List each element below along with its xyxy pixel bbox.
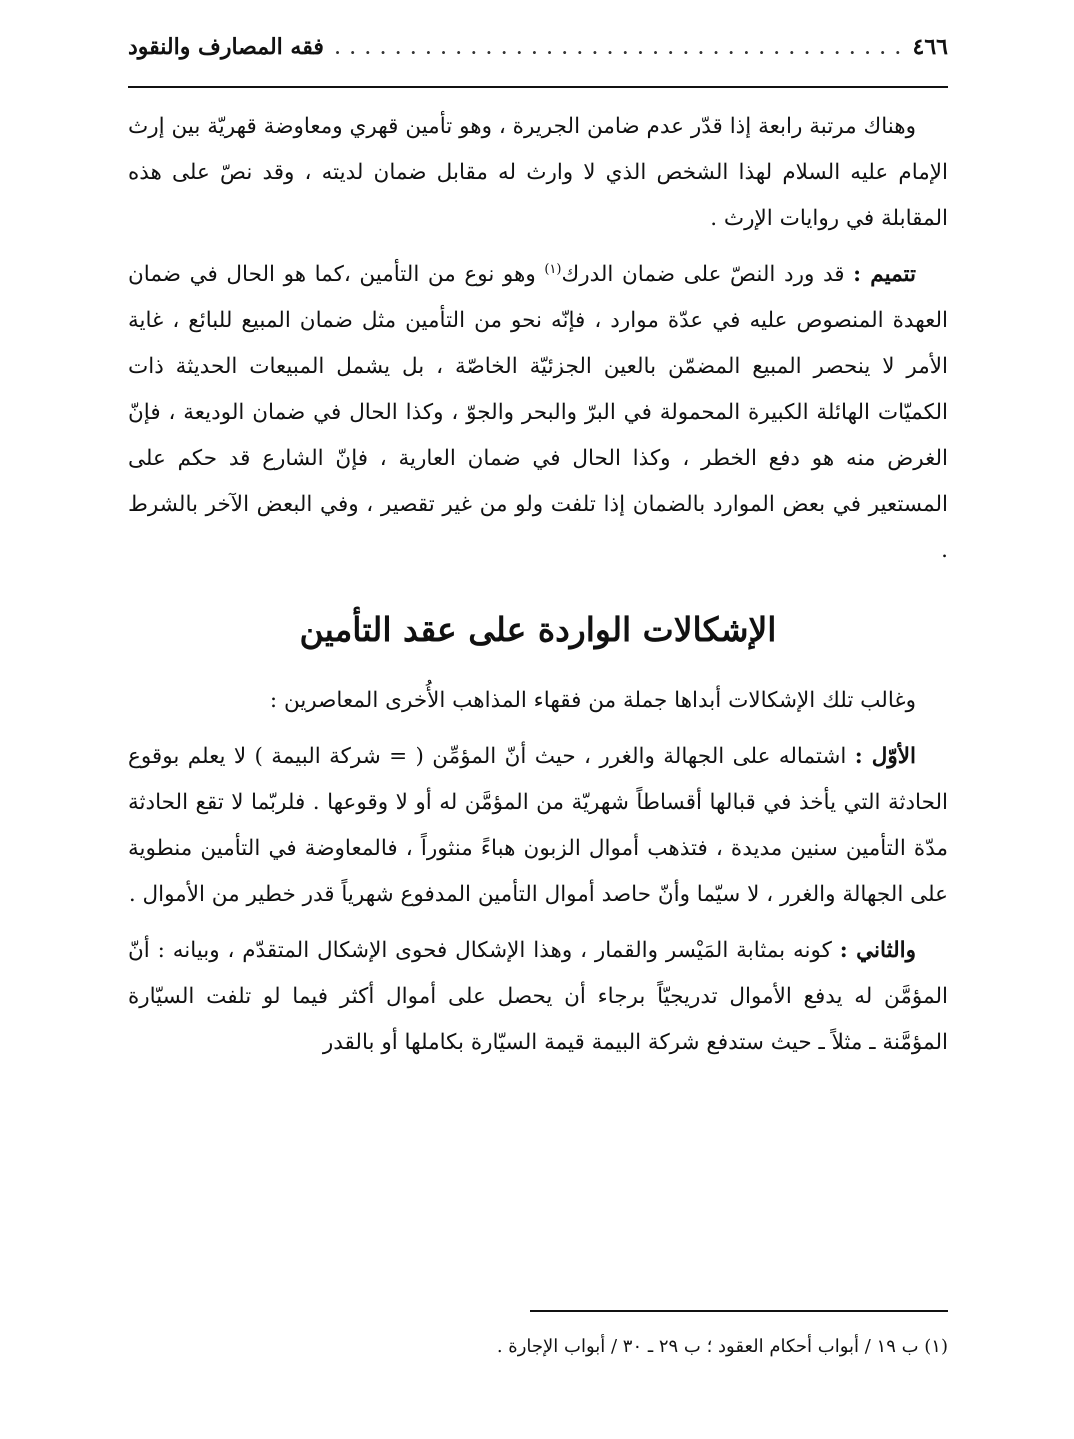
section-heading: الإشكالات الواردة على عقد التأمين [299, 610, 777, 649]
footnote-separator [530, 1310, 948, 1312]
paragraph-lead-tatmim: تتميم : [853, 262, 916, 287]
paragraph-second-objection [128, 928, 948, 1066]
page [128, 34, 948, 1076]
paragraph-tatmim-text-a: قد ورد النصّ على ضمان الدرك [561, 262, 854, 287]
paragraph-tatmim [128, 252, 948, 574]
running-header [128, 34, 948, 88]
paragraph-intro: وغالب تلك الإشكالات أبداها جملة من فقهاء المذاهب الأُخرى المعاصرين : [269, 688, 916, 713]
paragraph-lead-first: الأوّل : [854, 744, 916, 769]
footnote-reference: (١) [544, 261, 562, 277]
paragraph-first-objection [128, 734, 948, 918]
paragraph-lead-second: والثاني : [839, 938, 916, 963]
paragraph-second-text: كونه بمثابة المَيْسر والقمار ، وهذا الإشكال فحوى الإشكال المتقدّم ، وبيانه : أنّ المؤمَّن له يدفع الأموال تدريجيّاً برجاء أن يحصل على أموال أكثر فيما لو تلفت السيّارة المؤمَّنة ـ مثلاً ـ حيث ستدفع شركة البيمة قيمة السيّارة بكاملها أو بالقدر [128, 938, 948, 1055]
paragraph-tatmim-text-b: وهو نوع من التأمين ،كما هو الحال في ضمان العهدة المنصوص عليه في عدّة موارد ، فإنّه نحو من التأمين مثل ضمان المبيع للبائع ، غاية الأمر لا ينحصر المبيع المضمّن بالعين الجزئيّة الخاصّة ، بل يشمل المبيعات الحديثة ذات الكميّات الهائلة الكبيرة المحمولة في البرّ والبحر والجوّ ، وكذا الحال في ضمان الوديعة ، فإنّ الغرض منه هو دفع الخطر ، وكذا الحال في ضمان العارية ، فإنّ الشارع قد حكم على المستعير في بعض الموارد بالضمان إذا تلفت ولو من غير تقصير ، وفي البعض الآخر بالشرط . [128, 262, 948, 563]
header-leader-dots [334, 39, 903, 58]
paragraph-fourth-rank: وهناك مرتبة رابعة إذا قدّر عدم ضامن الجريرة ، وهو تأمين قهري ومعاوضة قهريّة بين إرث الإمام عليه السلام لهذا الشخص الذي لا وارث له مقابل ضمان لديته ، وقد نصّ على هذه المقابلة في روايات الإرث . [128, 114, 948, 231]
page-number: ٤٦٦ [912, 34, 948, 60]
book-title: فقه المصارف والنقود [128, 34, 324, 60]
paragraph-first-text: اشتماله على الجهالة والغرر ، حيث أنّ المؤمِّن ( = شركة البيمة ) لا يعلم بوقوع الحادثة التي يأخذ في قبالها أقساطاً شهريّة من المؤمَّن له أو لا وقوعها . فلربّما لا تقع الحادثة مدّة التأمين سنين مديدة ، فتذهب أموال الزبون هباءً منثوراً ، فالمعاوضة في التأمين منطوية على الجهالة والغرر ، لا سيّما وأنّ حاصد أموال التأمين المدفوع شهرياً قدر خطير من الأموال . [128, 744, 948, 907]
body-text [128, 104, 948, 1066]
footnote: (١) ب ١٩ / أبواب أحكام العقود ؛ ب ٢٩ ـ ٣٠ / أبواب الإجارة . [496, 1336, 948, 1357]
